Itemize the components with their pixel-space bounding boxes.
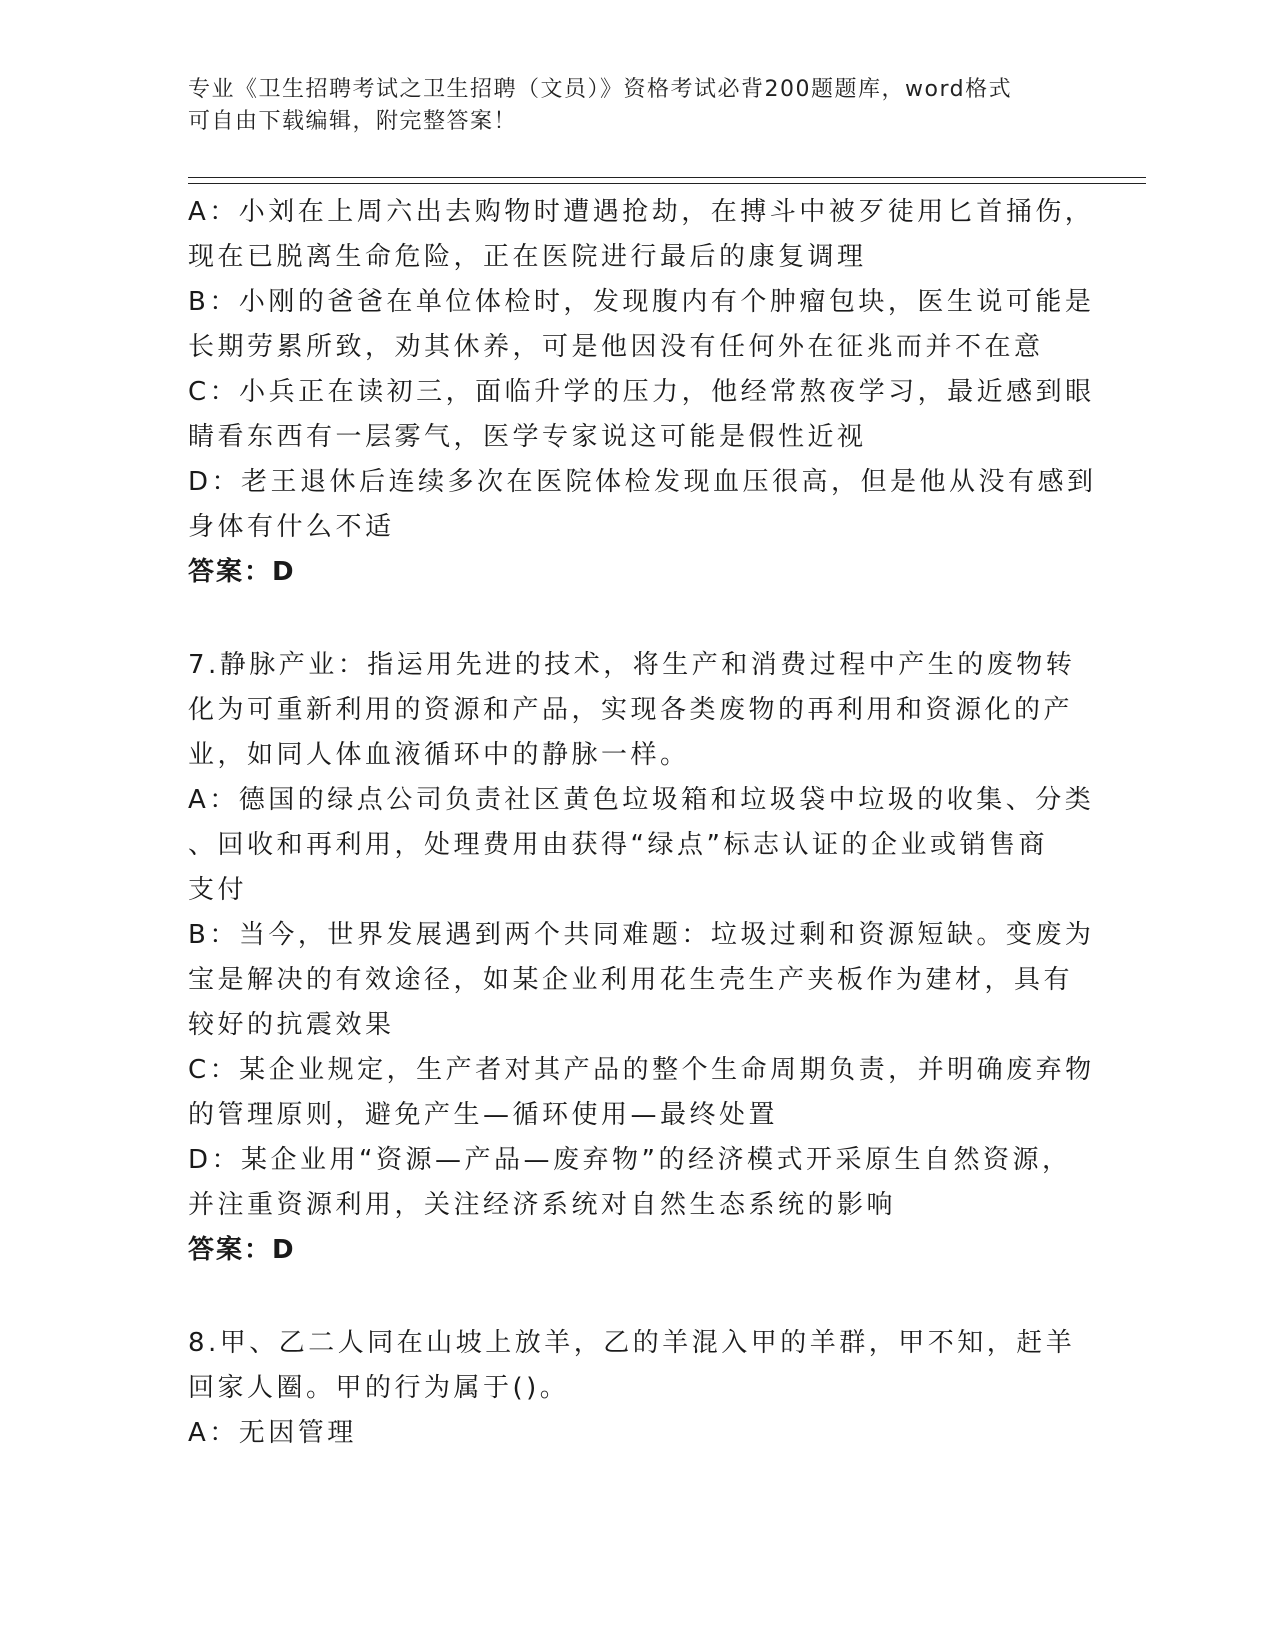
option-text-line: B：当今，世界发展遇到两个共同难题：垃圾过剩和资源短缺。变废为 [188, 920, 1095, 950]
answer-label: 答案：D [188, 1235, 296, 1265]
section-spacer [188, 595, 1078, 643]
option-text-line: 长期劳累所致，劝其休养，可是他因没有任何外在征兆而并不在意 [188, 332, 1044, 362]
option-text-line: 宝是解决的有效途径，如某企业利用花生壳生产夹板作为建材，具有 [188, 965, 1074, 995]
option-a [188, 190, 1095, 280]
stem-text-line: 8.甲、乙二人同在山坡上放羊，乙的羊混入甲的羊群，甲不知，赶羊 [188, 1328, 1076, 1358]
question-6 [188, 190, 1097, 595]
answer-label: 答案：D [188, 557, 296, 587]
option-text-line: 的管理原则，避免产生—循环使用—最终处置 [188, 1100, 779, 1130]
option-a [188, 1411, 1078, 1456]
option-text-line: C：某企业规定，生产者对其产品的整个生命周期负责，并明确废弃物 [188, 1055, 1095, 1085]
option-text-line: C：小兵正在读初三，面临升学的压力，他经常熬夜学习，最近感到眼 [188, 377, 1095, 407]
question-8 [188, 1321, 1078, 1456]
stem-text-line: 业，如同人体血液循环中的静脉一样。 [188, 740, 690, 770]
question-stem [188, 643, 1078, 778]
question-7 [188, 643, 1095, 1273]
option-text-line: D：老王退休后连续多次在医院体检发现血压很高，但是他从没有感到 [188, 467, 1097, 497]
option-text-line: 并注重资源利用，关注经济系统对自然生态系统的影响 [188, 1190, 897, 1220]
stem-text-line: 化为可重新利用的资源和产品，实现各类废物的再利用和资源化的产 [188, 695, 1074, 725]
document-header [188, 74, 1088, 138]
option-text-line: B：小刚的爸爸在单位体检时，发现腹内有个肿瘤包块，医生说可能是 [188, 287, 1095, 317]
document-body [188, 190, 1097, 1456]
header-divider-top [188, 177, 1146, 178]
header-divider-bottom [188, 183, 1146, 184]
option-text-line: A：无因管理 [188, 1418, 357, 1448]
header-title-line-2: 可自由下载编辑，附完整答案！ [188, 109, 518, 134]
question-stem [188, 1321, 1078, 1411]
option-text-line: 现在已脱离生命危险，正在医院进行最后的康复调理 [188, 242, 867, 272]
option-d [188, 460, 1097, 550]
option-text-line: 较好的抗震效果 [188, 1010, 395, 1040]
option-text-line: 、回收和再利用，处理费用由获得“绿点”标志认证的企业或销售商 [188, 830, 1048, 860]
option-text-line: A：小刘在上周六出去购物时遭遇抢劫，在搏斗中被歹徒用匕首捅伤， [188, 197, 1095, 227]
option-text-line: 身体有什么不适 [188, 512, 395, 542]
option-c [188, 1048, 1095, 1138]
option-b [188, 280, 1095, 370]
section-spacer [188, 1273, 1078, 1321]
option-text-line: 支付 [188, 875, 248, 905]
option-text-line: A：德国的绿点公司负责社区黄色垃圾箱和垃圾袋中垃圾的收集、分类 [188, 785, 1095, 815]
option-a [188, 778, 1095, 913]
option-d [188, 1138, 1078, 1228]
stem-text-line: 7.静脉产业：指运用先进的技术，将生产和消费过程中产生的废物转 [188, 650, 1076, 680]
option-text-line: D：某企业用“资源—产品—废弃物”的经济模式开采原生自然资源， [188, 1145, 1072, 1175]
header-title-line-1: 专业《卫生招聘考试之卫生招聘（文员）》资格考试必背200题题库，word格式 [188, 77, 1013, 102]
option-b [188, 913, 1095, 1048]
option-text-line: 睛看东西有一层雾气，医学专家说这可能是假性近视 [188, 422, 867, 452]
stem-text-line: 回家人圈。甲的行为属于()。 [188, 1373, 570, 1403]
option-c [188, 370, 1095, 460]
